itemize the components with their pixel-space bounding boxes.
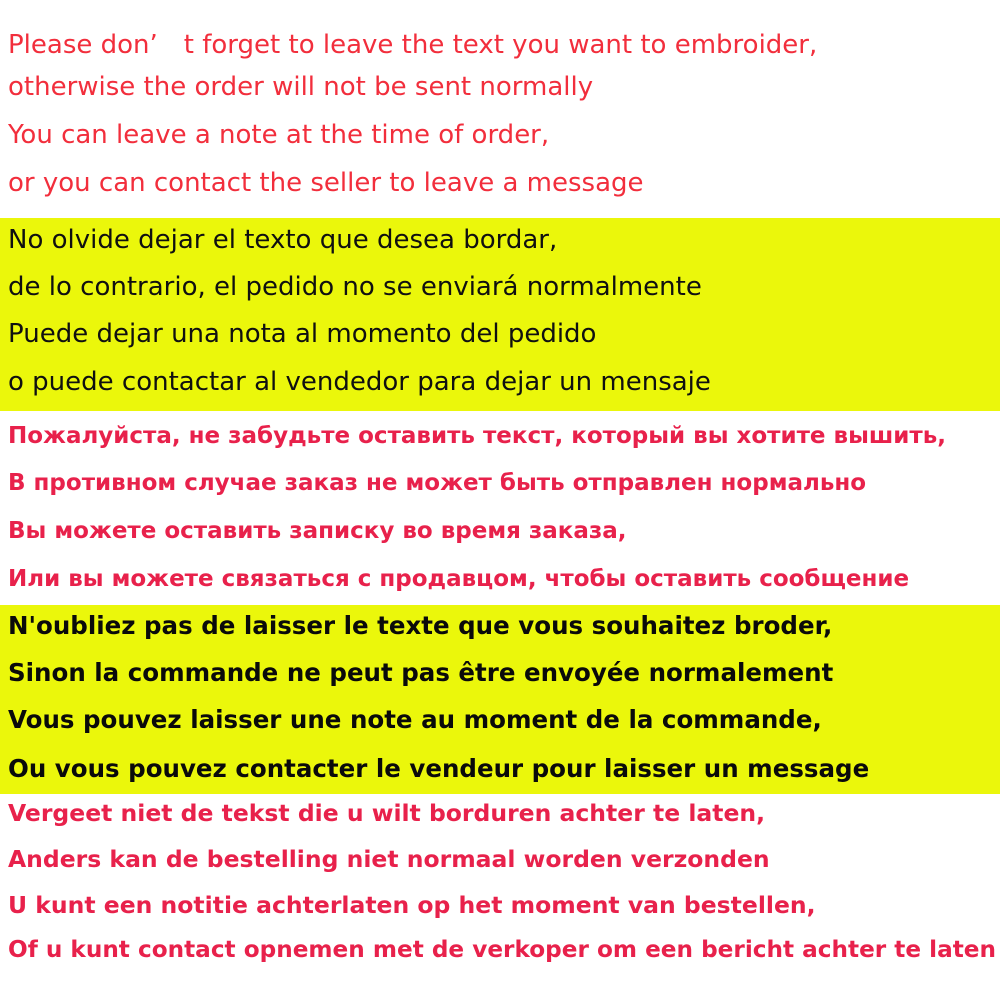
russian-line-1: Пожалуйста, не забудьте оставить текст, который вы хотите вышить,: [8, 423, 947, 449]
dutch-notice-block: [0, 794, 1000, 988]
english-line-1: Please don’ t forget to leave the text you want to embroider,: [8, 30, 818, 60]
spanish-notice-block: [0, 218, 1000, 411]
russian-line-4: Или вы можете связаться с продавцом, чтобы оставить сообщение: [8, 566, 910, 592]
dutch-line-3: U kunt een notitie achterlaten op het moment van bestellen,: [8, 891, 816, 919]
french-line-1: N'oubliez pas de laisser le texte que vous souhaitez broder,: [8, 611, 833, 640]
spanish-line-4: o puede contactar al vendedor para dejar un mensaje: [8, 367, 711, 397]
english-notice-block: [0, 14, 1000, 218]
french-line-3: Vous pouvez laisser une note au moment de la commande,: [8, 705, 822, 734]
russian-line-3: Вы можете оставить записку во время заказа,: [8, 518, 627, 544]
french-notice-block: [0, 605, 1000, 794]
english-line-4: or you can contact the seller to leave a message: [8, 168, 644, 198]
russian-notice-block: [0, 411, 1000, 605]
dutch-line-1: Vergeet niet de tekst die u wilt borduren achter te laten,: [8, 799, 766, 827]
french-line-2: Sinon la commande ne peut pas être envoyée normalement: [8, 658, 834, 687]
spanish-line-1: No olvide dejar el texto que desea bordar,: [8, 225, 558, 255]
russian-line-2: В противном случае заказ не может быть отправлен нормально: [8, 470, 867, 496]
spanish-line-2: de lo contrario, el pedido no se enviará normalmente: [8, 272, 702, 302]
french-line-4: Ou vous pouvez contacter le vendeur pour laisser un message: [8, 754, 870, 783]
spanish-line-3: Puede dejar una nota al momento del pedido: [8, 319, 597, 349]
english-line-3: You can leave a note at the time of order,: [8, 120, 550, 150]
english-line-2: otherwise the order will not be sent normally: [8, 72, 594, 102]
dutch-line-4: Of u kunt contact opnemen met de verkoper om een bericht achter te laten: [8, 935, 997, 963]
dutch-line-2: Anders kan de bestelling niet normaal worden verzonden: [8, 845, 770, 873]
